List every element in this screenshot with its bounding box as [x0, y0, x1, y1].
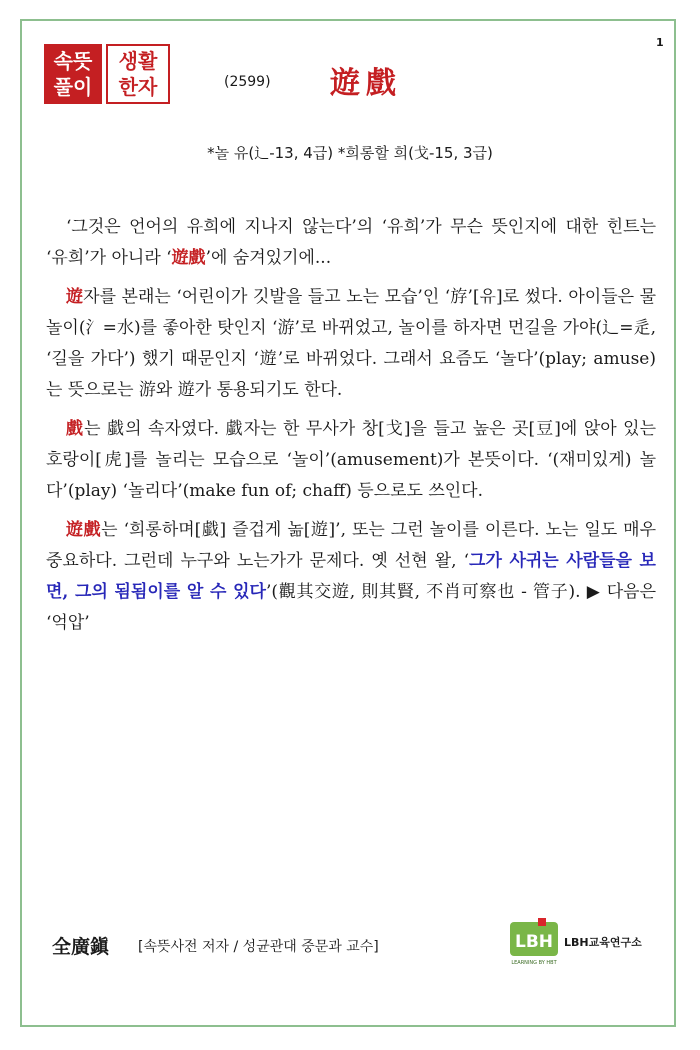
article-body: [46, 212, 656, 647]
highlight-hanja: 遊: [66, 287, 84, 307]
author-description: [속뜻사전 저자 / 성균관대 중문과 교수]: [138, 939, 379, 955]
quote-text: 그가 사귀는 사람들을 보면, 그의 됨됨이를 알 수 있다: [46, 551, 656, 602]
paragraph-text: 자를 본래는 ‘어린이가 깃발을 들고 노는 모습’인 ‘斿’[유]로 썼다. 아이들은 물놀이(氵=水)를 좋아한 탓인지 ‘游’로 바뀌었고, 놀이를 하자면 먼길을 가야(辶=辵, ‘길을 가다’) 했기 때문인지 ‘遊’로 바뀌었다. 그래서 요즘도 ‘놀다’(play; amuse)는 뜻으로는 游와 遊가 통용되기도 한다.: [46, 287, 657, 400]
footer: [46, 930, 656, 980]
author-name: 全廣鎭: [52, 936, 110, 958]
article-title: 遊戲: [330, 66, 402, 101]
lbh-logo-tagline: LEARNING BY HBT: [511, 960, 557, 966]
lbh-logo-mark: LBH: [514, 932, 554, 952]
column-logo: [44, 44, 170, 104]
logo-red-block: [44, 44, 102, 104]
paragraph-1: [46, 212, 656, 274]
highlight-hanja: 遊戲: [171, 248, 206, 268]
paragraph-3: [46, 414, 656, 507]
article-subtitle: *놀 유(辶-13, 4급) *희롱할 희(戈-15, 3급): [207, 144, 493, 162]
article-number: (2599): [224, 74, 271, 90]
logo-white-block: [106, 44, 170, 104]
paragraph-text: 는 戱의 속자였다. 戱자는 한 무사가 창[戈]을 들고 높은 곳[豆]에 앉아 있는 호랑이[虎]를 놀리는 모습으로 ‘놀이’(amusement)가 본뜻이다. ‘(재미있게) 놀다’(play) ‘놀리다’(make fun of; chaff) 등으로도 쓰인다.: [46, 419, 656, 501]
logo-red-line1: 속뜻: [53, 49, 93, 73]
paragraph-text: ‘그것은 언어의 유희에 지나지 않는다’의 ‘유희’가 무슨 뜻인지에 대한 힌트는 ‘유희’가 아니라 ‘: [46, 217, 656, 268]
logo-white-line1: 생활: [118, 49, 158, 73]
lbh-institute-name: LBH교육연구소: [564, 936, 642, 949]
page-number: 1: [656, 36, 664, 49]
logo-white-line2: 한자: [118, 75, 158, 99]
logo-red-line2: 풀이: [53, 75, 93, 99]
paragraph-4: [46, 515, 656, 639]
paragraph-text: ’에 숨겨있기에...: [205, 248, 332, 268]
highlight-hanja: 遊戲: [66, 520, 102, 540]
paragraph-2: [46, 282, 656, 406]
paragraph-text: ’(觀其交遊, 則其賢, 不肖可察也 - 管子). ▶ 다음은 ‘억압’: [46, 582, 657, 633]
lbh-logo-icon: [508, 918, 560, 968]
paragraph-text: 는 ‘희롱하며[戱] 즐겁게 놂[遊]’, 또는 그런 놀이를 이른다. 노는 일도 매우 중요하다. 그런데 누구와 노는가가 문제다. 옛 선현 왈, ‘: [46, 520, 657, 571]
highlight-hanja: 戲: [66, 419, 85, 439]
